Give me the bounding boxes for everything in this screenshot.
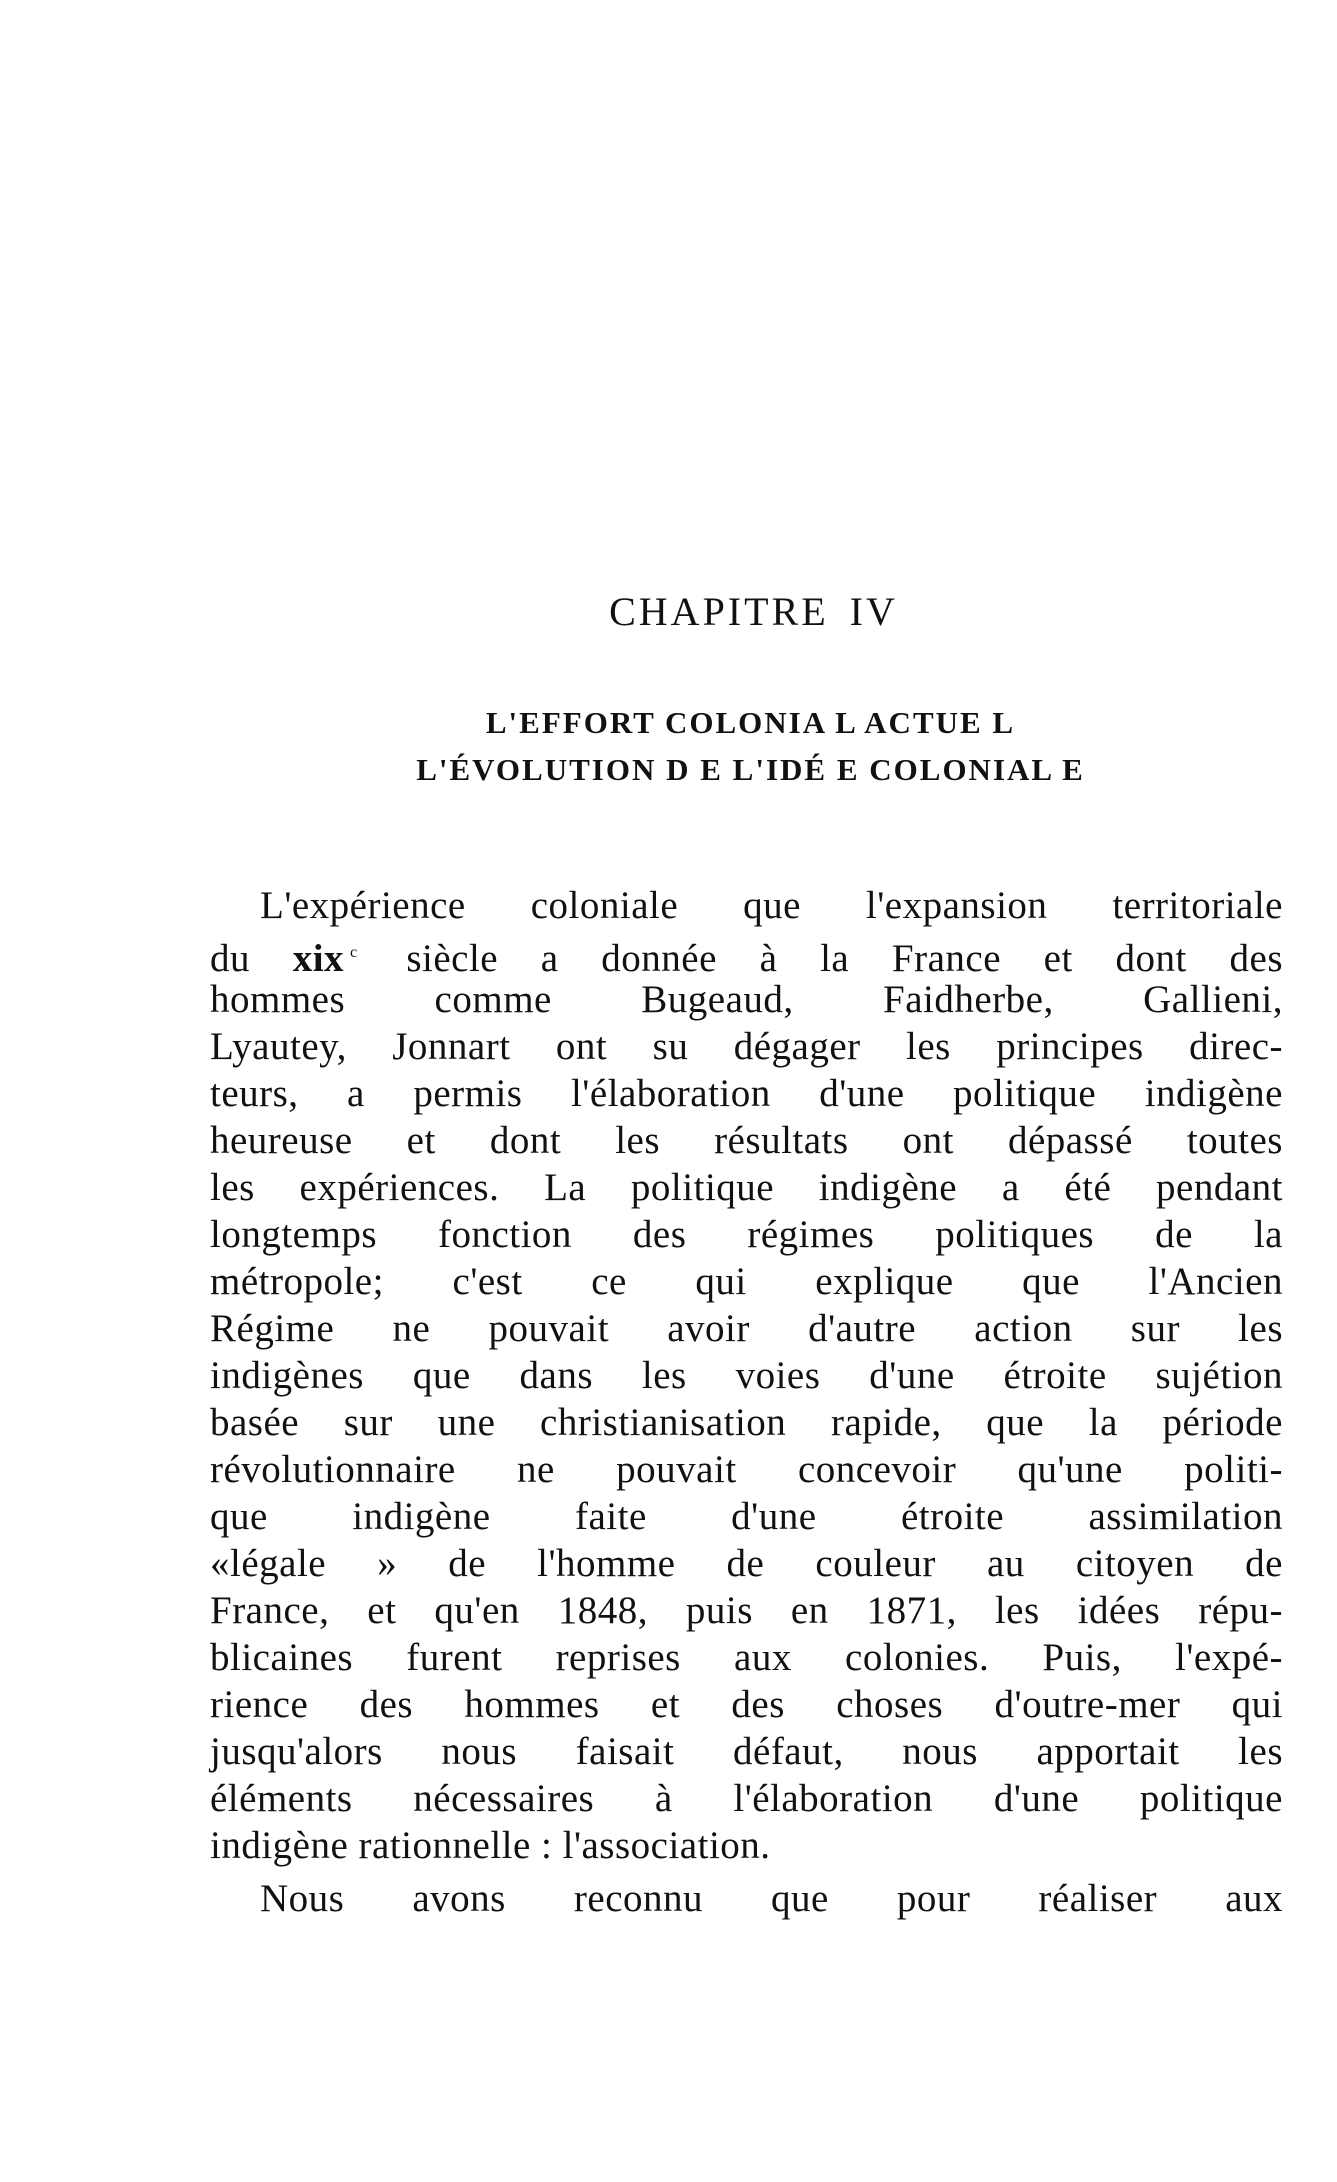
text-line: éléments nécessaires à l'élaboration d'une politique [210, 1777, 1283, 1820]
text-line: métropole; c'est ce qui explique que l'Ancien [210, 1260, 1283, 1303]
text-line: indigène rationnelle : l'association. [210, 1824, 771, 1867]
text-line: longtemps fonction des régimes politiques de la [210, 1213, 1283, 1256]
text-fragment: du [210, 937, 250, 980]
text-line: Nous avons reconnu que pour réaliser aux [260, 1877, 1283, 1920]
superscript-mark: c [350, 944, 358, 961]
text-fragment: siècle a donnée à la France et dont des [406, 937, 1284, 980]
chapter-title-line-2: L'ÉVOLUTION D E L'IDÉ E COLONIAL E [416, 752, 1085, 787]
text-line: «légale » de l'homme de couleur au citoyen de [210, 1542, 1283, 1585]
text-line: heureuse et dont les résultats ont dépassé toutes [210, 1119, 1283, 1162]
text-line: indigènes que dans les voies d'une étroite sujétion [210, 1354, 1283, 1397]
text-line: hommes comme Bugeaud, Faidherbe, Gallieni, [210, 978, 1283, 1021]
text-line [210, 929, 1284, 980]
century-numeral: xix [292, 937, 345, 980]
paragraph-2 [210, 1875, 1283, 1922]
text-line: Lyautey, Jonnart ont su dégager les principes direc- [210, 1025, 1283, 1068]
text-line: rience des hommes et des choses d'outre-mer qui [210, 1683, 1283, 1726]
text-line: jusqu'alors nous faisait défaut, nous apportait les [210, 1730, 1283, 1773]
paragraph-1 [210, 882, 1283, 1869]
text-line: les expériences. La politique indigène a été pendant [210, 1166, 1283, 1209]
text-line: révolutionnaire ne pouvait concevoir qu'une politi- [210, 1448, 1283, 1491]
text-line: L'expérience coloniale que l'expansion territoriale [260, 884, 1283, 927]
text-line: teurs, a permis l'élaboration d'une politique indigène [210, 1072, 1283, 1115]
body-text [210, 882, 1283, 1922]
chapter-heading: CHAPITRE IV [609, 589, 898, 634]
text-line: que indigène faite d'une étroite assimilation [210, 1495, 1283, 1538]
text-line: Régime ne pouvait avoir d'autre action sur les [210, 1307, 1283, 1350]
chapter-title-line-1: L'EFFORT COLONIA L ACTUE L [485, 705, 1016, 740]
text-line: basée sur une christianisation rapide, que la période [210, 1401, 1283, 1444]
text-line: France, et qu'en 1848, puis en 1871, les idées répu- [210, 1589, 1283, 1632]
text-line: blicaines furent reprises aux colonies. Puis, l'expé- [210, 1636, 1283, 1679]
